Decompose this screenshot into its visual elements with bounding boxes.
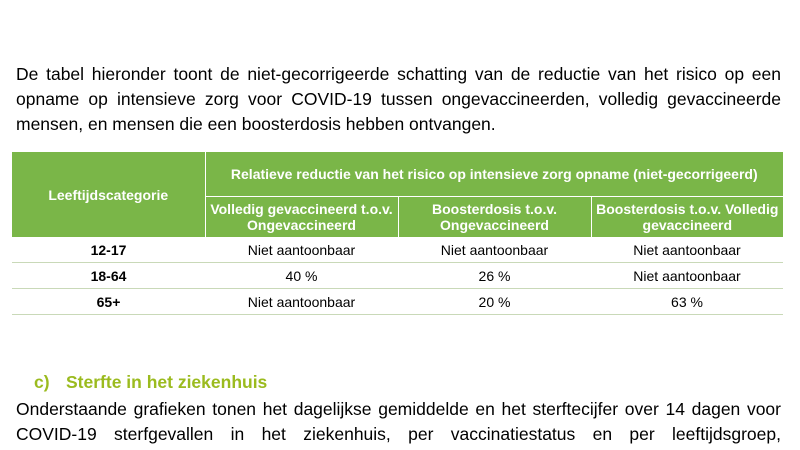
- table-cell: Niet aantoonbaar: [398, 237, 591, 263]
- intro-paragraph: De tabel hieronder toont de niet-gecorrigeerde schatting van de reductie van het risico op een opname op intensieve zorg voor COVID-19 tussen ongevaccineerden, volledig gevaccineerde mensen, en mensen die een boosterdosis hebben ontvangen.: [16, 64, 781, 134]
- group-header: Relatieve reductie van het risico op intensieve zorg opname (niet-gecorrigeerd): [205, 152, 783, 197]
- section-number: c): [34, 372, 50, 392]
- row-category: 65+: [12, 289, 205, 315]
- row-category: 18-64: [12, 263, 205, 289]
- table-row: [12, 289, 783, 315]
- section-title: Sterfte in het ziekenhuis: [66, 372, 268, 392]
- column-header-booster-vs-full: Boosterdosis t.o.v. Volledig gevaccineerd: [591, 197, 783, 238]
- table-row: [12, 263, 783, 289]
- icu-risk-reduction-table: [12, 152, 783, 315]
- table-cell: Niet aantoonbaar: [205, 289, 398, 315]
- table-cell: Niet aantoonbaar: [205, 237, 398, 263]
- column-header-full-vs-unvaccinated: Volledig gevaccineerd t.o.v. Ongevaccineerd: [205, 197, 398, 238]
- section-heading: [34, 372, 267, 393]
- column-header-booster-vs-unvaccinated: Boosterdosis t.o.v. Ongevaccineerd: [398, 197, 591, 238]
- table-cell: Niet aantoonbaar: [591, 237, 783, 263]
- table-row: [12, 237, 783, 263]
- category-header: Leeftijdscategorie: [12, 152, 205, 237]
- table-cell: 26 %: [398, 263, 591, 289]
- table-cell: Niet aantoonbaar: [591, 263, 783, 289]
- table-cell: 63 %: [591, 289, 783, 315]
- outro-paragraph: Onderstaande grafieken tonen het dagelijkse gemiddelde en het sterftecijfer over 14 dagen voor COVID-19 sterfgevallen in het ziekenhuis, per vaccinatiestatus en per leeftijdsgroep,: [16, 399, 781, 444]
- table-cell: 20 %: [398, 289, 591, 315]
- table-cell: 40 %: [205, 263, 398, 289]
- row-category: 12-17: [12, 237, 205, 263]
